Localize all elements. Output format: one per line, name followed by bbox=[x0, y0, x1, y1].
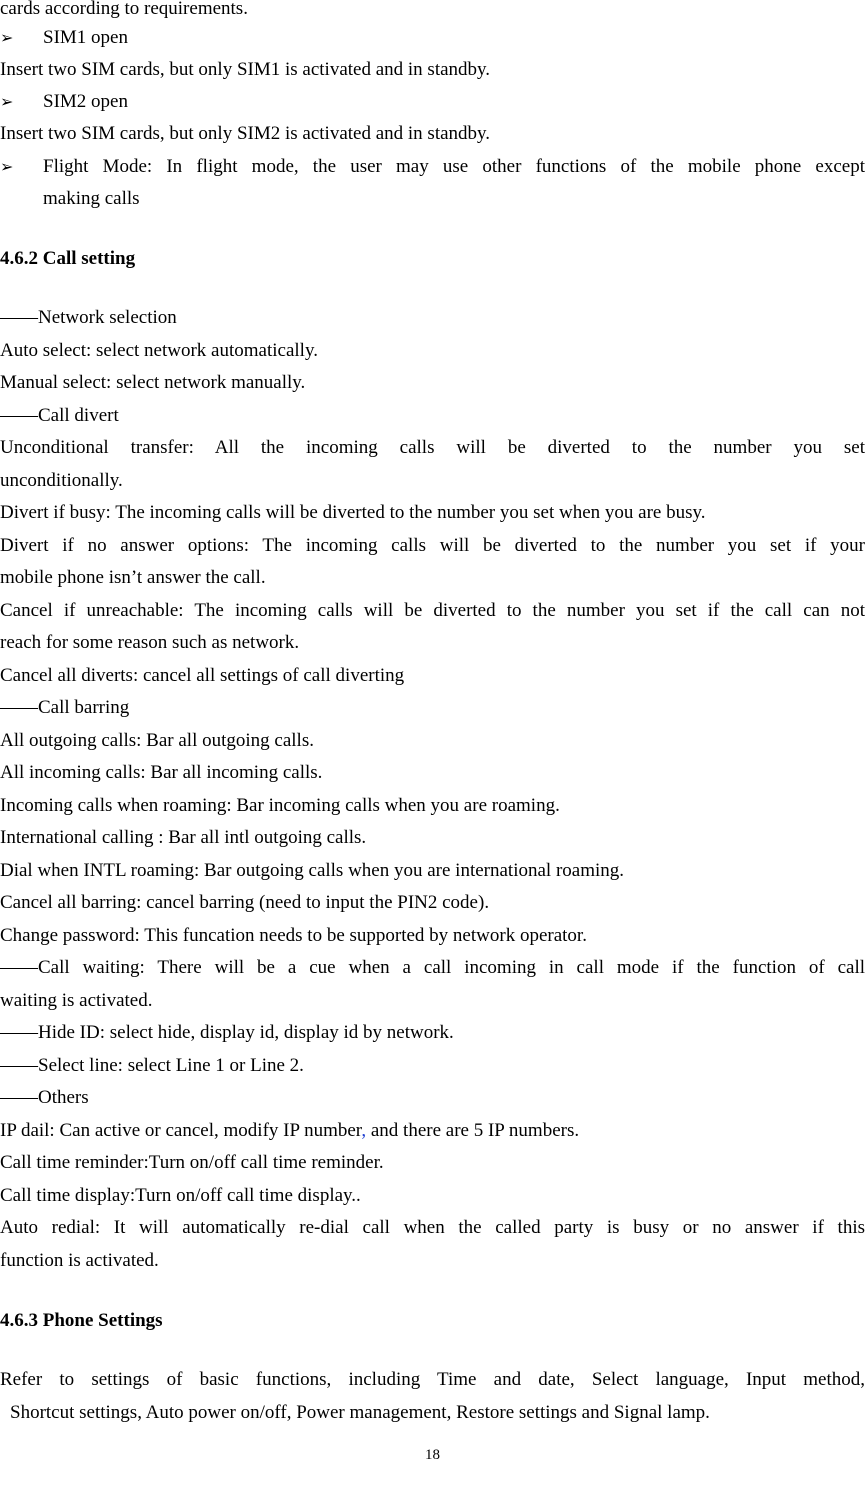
text-line: Refer to settings of basic functions, including Time and date, Select language, Input method, bbox=[0, 1369, 865, 1390]
bullet-text: SIM1 open bbox=[43, 27, 128, 48]
text-line: reach for some reason such as network. bbox=[0, 632, 300, 653]
text-line: Divert if no answer options: The incoming calls will be diverted to the number you set if your bbox=[0, 535, 865, 556]
text-line: Cancel all barring: cancel barring (need to input the PIN2 code). bbox=[0, 892, 490, 913]
text-line: All incoming calls: Bar all incoming calls. bbox=[0, 762, 323, 783]
text-line: Dial when INTL roaming: Bar outgoing calls when you are international roaming. bbox=[0, 860, 625, 881]
bullet-text: Flight Mode: In flight mode, the user may use other functions of the mobile phone except bbox=[43, 156, 865, 177]
text-line: cards according to requirements. bbox=[0, 0, 248, 19]
subsection-others: ——Others bbox=[0, 1087, 89, 1108]
section-heading-call-setting: 4.6.2 Call setting bbox=[0, 248, 136, 269]
text-line: Insert two SIM cards, but only SIM2 is activated and in standby. bbox=[0, 123, 491, 144]
text-line: mobile phone isn’t answer the call. bbox=[0, 567, 266, 588]
text-line: Call time reminder:Turn on/off call time reminder. bbox=[0, 1152, 384, 1173]
bullet-arrow-icon: ➢ bbox=[0, 28, 14, 47]
text-line bbox=[0, 1119, 865, 1143]
bullet-arrow-icon: ➢ bbox=[0, 157, 14, 176]
text-line: waiting is activated. bbox=[0, 990, 153, 1011]
text-line: Auto redial: It will automatically re-dial call when the called party is busy or no answer if this bbox=[0, 1217, 865, 1238]
subsection-network-selection: ——Network selection bbox=[0, 307, 177, 328]
subsection-call-waiting: ——Call waiting: There will be a cue when a call incoming in call mode if the function of call bbox=[0, 957, 865, 978]
text-line: Shortcut settings, Auto power on/off, Power management, Restore settings and Signal lamp. bbox=[10, 1402, 710, 1423]
text-line: Cancel all diverts: cancel all settings of call diverting bbox=[0, 665, 405, 686]
subsection-hide-id: ——Hide ID: select hide, display id, display id by network. bbox=[0, 1022, 454, 1043]
text-line: Divert if busy: The incoming calls will be diverted to the number you set when you are busy. bbox=[0, 502, 706, 523]
subsection-select-line: ——Select line: select Line 1 or Line 2. bbox=[0, 1055, 304, 1076]
text-fragment: IP dail: Can active or cancel, modify IP number bbox=[0, 1120, 362, 1141]
text-line: All outgoing calls: Bar all outgoing calls. bbox=[0, 730, 314, 751]
section-heading-phone-settings: 4.6.3 Phone Settings bbox=[0, 1310, 163, 1331]
text-line: Unconditional transfer: All the incoming calls will be diverted to the number you set bbox=[0, 437, 865, 458]
text-line: Cancel if unreachable: The incoming calls will be diverted to the number you set if the call can not bbox=[0, 600, 865, 621]
text-line: Insert two SIM cards, but only SIM1 is activated and in standby. bbox=[0, 59, 491, 80]
text-fragment-comma: , bbox=[361, 1120, 367, 1141]
text-line: Incoming calls when roaming: Bar incoming calls when you are roaming. bbox=[0, 795, 560, 816]
text-fragment: and there are 5 IP numbers. bbox=[366, 1120, 580, 1141]
text-line: function is activated. bbox=[0, 1250, 159, 1271]
bullet-text: SIM2 open bbox=[43, 91, 128, 112]
text-line: unconditionally. bbox=[0, 470, 123, 491]
text-line: Call time display:Turn on/off call time display.. bbox=[0, 1185, 361, 1206]
text-line: Auto select: select network automatically. bbox=[0, 340, 318, 361]
subsection-call-barring: ——Call barring bbox=[0, 697, 130, 718]
subsection-call-divert: ——Call divert bbox=[0, 405, 119, 426]
text-line: International calling : Bar all intl outgoing calls. bbox=[0, 827, 367, 848]
bullet-arrow-icon: ➢ bbox=[0, 92, 14, 111]
text-line: Manual select: select network manually. bbox=[0, 372, 306, 393]
page-number: 18 bbox=[425, 1447, 440, 1463]
text-line: Change password: This funcation needs to be supported by network operator. bbox=[0, 925, 587, 946]
bullet-text-continued: making calls bbox=[43, 188, 140, 209]
